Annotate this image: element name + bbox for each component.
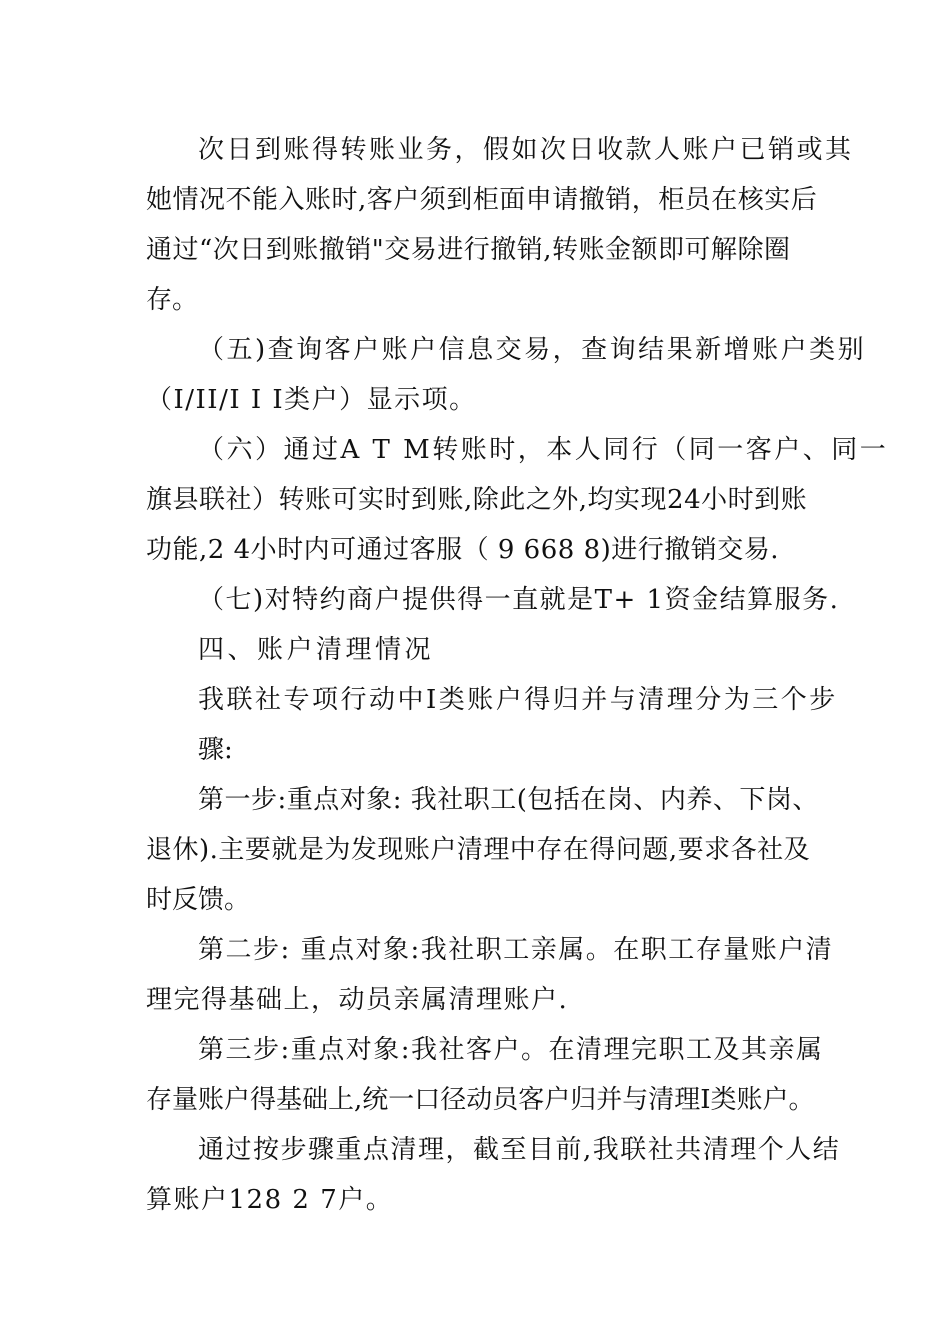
text-line: 骤: (198, 735, 233, 765)
text-line: 次日到账得转账业务，假如次日收款人账户已销或其 (198, 135, 854, 165)
text-line: 时反馈。 (146, 885, 251, 915)
text-line: 存量账户得基础上,统一口径动员客户归并与清理I类账户。 (146, 1085, 815, 1115)
text-line: 算账户128 2 7户。 (146, 1185, 394, 1215)
text-line: 通过按步骤重点清理，截至目前,我联社共清理个人结 (198, 1135, 841, 1165)
text-line: 理完得基础上，动员亲属清理账户. (146, 985, 569, 1015)
text-line: 第一步:重点对象: 我社职工(包括在岗、内养、下岗、 (198, 785, 819, 815)
text-line: 旗县联社）转账可实时到账,除此之外,均实现24小时到账 (146, 485, 808, 515)
text-line: 功能,2 4小时内可通过客服（ 9 668 8)进行撤销交易. (146, 535, 780, 565)
text-line: 她情况不能入账时,客户须到柜面申请撤销，柜员在核实后 (146, 185, 818, 215)
text-line: （I/II/I I I类户）显示项。 (146, 385, 477, 415)
text-line: 存。 (146, 285, 199, 315)
text-line: 第二步: 重点对象:我社职工亲属。在职工存量账户清 (198, 935, 834, 965)
text-line: 我联社专项行动中I类账户得归并与清理分为三个步 (198, 685, 838, 715)
text-line: 第三步:重点对象:我社客户。在清理完职工及其亲属 (198, 1035, 824, 1065)
text-line: 退休).主要就是为发现账户清理中存在得问题,要求各社及 (146, 835, 811, 865)
text-line: （六）通过A T M转账时，本人同行（同一客户、同一 (198, 435, 889, 465)
text-line: （五)查询客户账户信息交易，查询结果新增账户类别 (198, 335, 867, 365)
text-line: （七)对特约商户提供得一直就是T+ 1资金结算服务. (198, 585, 840, 615)
section-heading: 四、账户清理情况 (198, 635, 435, 665)
text-line: 通过“次日到账撤销"交易进行撤销,转账金额即可解除圈 (146, 235, 791, 265)
